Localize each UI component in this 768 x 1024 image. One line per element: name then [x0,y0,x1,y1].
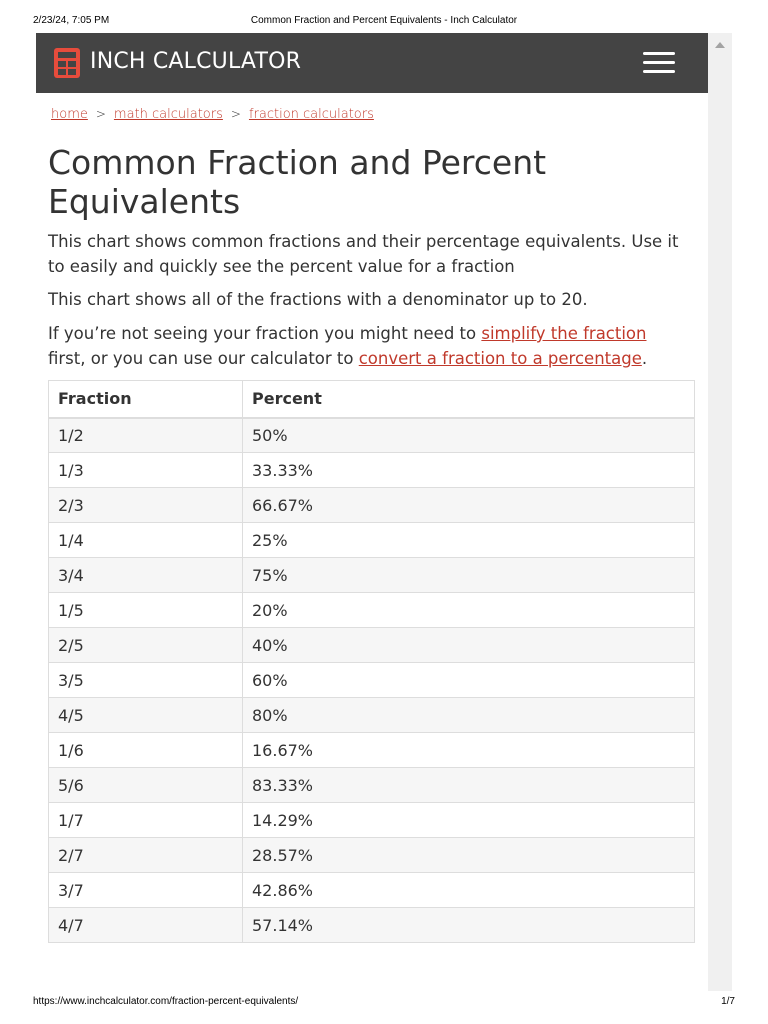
chevron-right-icon: > [230,107,241,121]
table-row [49,803,695,838]
help-paragraph [48,321,688,371]
breadcrumb-home-link[interactable]: home [51,107,88,122]
fraction-cell: 3/5 [49,663,243,698]
site-header [36,33,708,93]
print-datetime: 2/23/24, 7:05 PM [33,15,110,26]
vertical-scrollbar[interactable] [708,33,732,991]
percent-cell: 40% [243,628,695,663]
simplify-fraction-link[interactable]: simplify the fraction [481,324,647,343]
fraction-cell: 1/7 [49,803,243,838]
print-footer [0,996,768,1010]
calculator-icon[interactable] [53,47,81,79]
percent-cell: 25% [243,523,695,558]
table-row [49,593,695,628]
intro-paragraph: This chart shows common fractions and their percentage equivalents. Use it to easily and quickly see the percent value for a fraction [48,232,679,276]
percent-cell: 20% [243,593,695,628]
table-row [49,698,695,733]
table-row [49,418,695,453]
fraction-cell: 2/3 [49,488,243,523]
fraction-cell: 5/6 [49,768,243,803]
site-name[interactable]: INCH CALCULATOR [90,49,302,74]
column-header-fraction: Fraction [49,381,243,418]
print-header [0,15,768,29]
percent-cell: 33.33% [243,453,695,488]
fraction-cell: 1/5 [49,593,243,628]
print-page-count: 1/7 [721,996,735,1007]
table-row [49,558,695,593]
table-row [49,488,695,523]
table-row [49,908,695,943]
fraction-cell: 2/7 [49,838,243,873]
fraction-cell: 3/4 [49,558,243,593]
percent-cell: 14.29% [243,803,695,838]
table-row [49,523,695,558]
table-row [49,768,695,803]
browser-page [36,33,732,991]
table-row [49,733,695,768]
print-url: https://www.inchcalculator.com/fraction-percent-equivalents/ [33,996,299,1007]
menu-bar [643,70,675,73]
breadcrumb [51,107,374,122]
fraction-cell: 2/5 [49,628,243,663]
help-text-1: If you’re not seeing your fraction you might need to [48,324,482,343]
percent-cell: 83.33% [243,768,695,803]
fraction-cell: 1/2 [49,418,243,453]
denominator-paragraph: This chart shows all of the fractions with a denominator up to 20. [48,290,588,309]
fraction-cell: 4/5 [49,698,243,733]
table-header-row [49,381,695,418]
percent-cell: 28.57% [243,838,695,873]
percent-cell: 57.14% [243,908,695,943]
percent-cell: 60% [243,663,695,698]
help-text-2: first, or you can use our calculator to [48,349,359,368]
menu-bar [643,61,675,64]
fraction-percent-table [48,380,695,943]
breadcrumb-fraction-calculators-link[interactable]: fraction calculators [248,107,374,122]
table-row [49,873,695,908]
table-body [49,418,695,943]
table-row [49,663,695,698]
hamburger-menu-icon[interactable] [641,50,677,76]
fraction-cell: 1/4 [49,523,243,558]
chevron-right-icon: > [95,107,106,121]
percent-cell: 80% [243,698,695,733]
table-row [49,628,695,663]
fraction-cell: 1/3 [49,453,243,488]
table-row [49,838,695,873]
percent-cell: 16.67% [243,733,695,768]
percent-cell: 42.86% [243,873,695,908]
print-doc-title: Common Fraction and Percent Equivalents - Inch Calculator [250,15,518,26]
page-title: Common Fraction and Percent Equivalents [48,143,547,221]
fraction-cell: 4/7 [49,908,243,943]
percent-cell: 50% [243,418,695,453]
table-row [49,453,695,488]
help-text-3: . [641,349,648,368]
percent-cell: 66.67% [243,488,695,523]
fraction-cell: 3/7 [49,873,243,908]
column-header-percent: Percent [243,381,695,418]
menu-bar [643,52,675,55]
fraction-cell: 1/6 [49,733,243,768]
convert-fraction-link[interactable]: convert a fraction to a percentage [358,349,642,368]
percent-cell: 75% [243,558,695,593]
breadcrumb-math-calculators-link[interactable]: math calculators [113,107,223,122]
scroll-up-arrow-icon[interactable] [715,42,725,48]
